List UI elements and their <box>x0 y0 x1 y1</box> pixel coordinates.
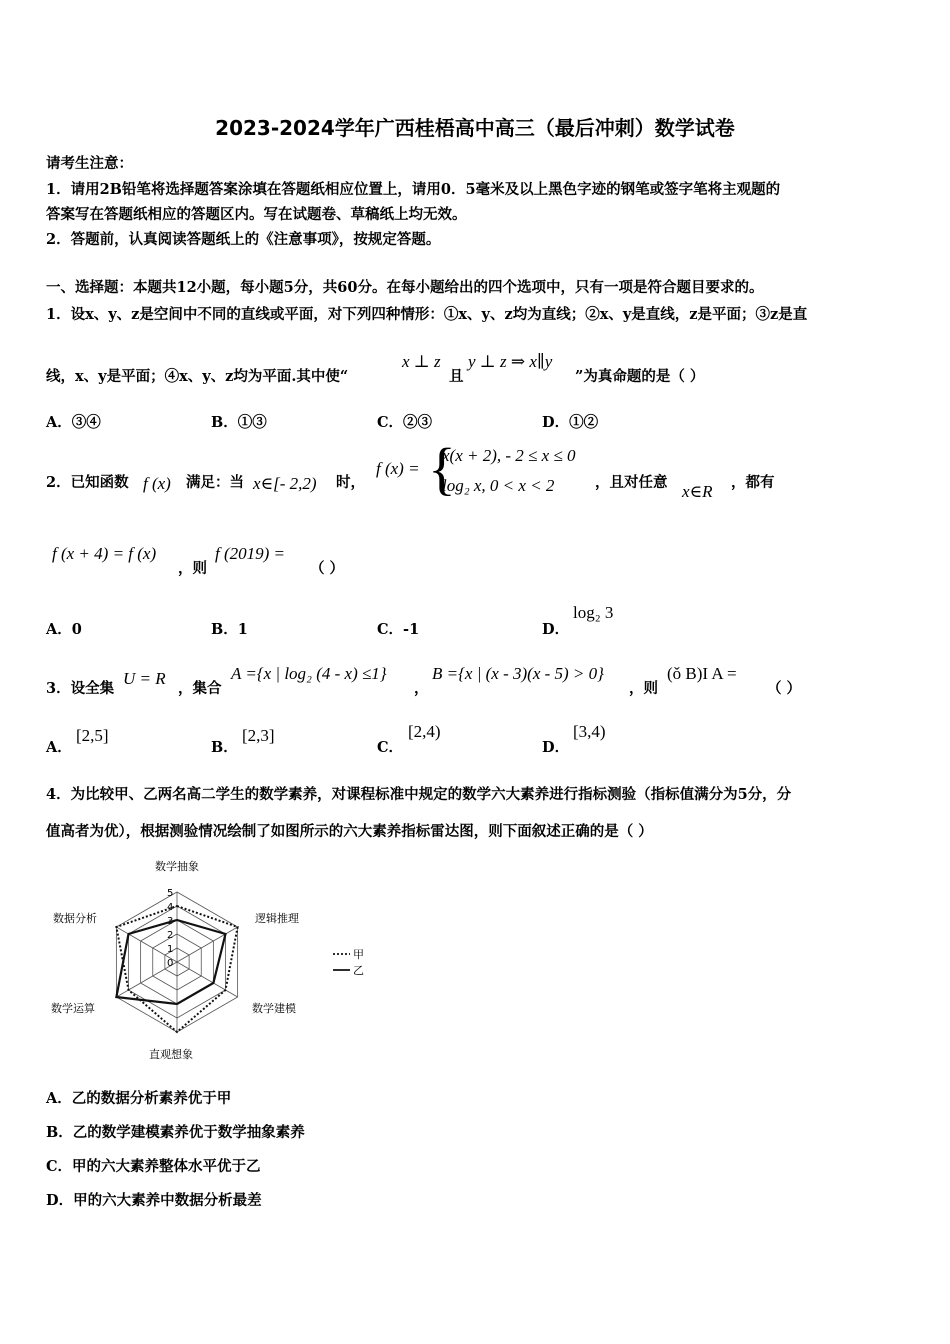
radar-tick-label: 0 <box>167 958 174 969</box>
q2-fx: f (x) <box>143 474 171 493</box>
legend-label: 乙 <box>353 964 364 977</box>
q2-query: f (2019) = <box>215 544 286 563</box>
q3-blank: （ ） <box>767 680 802 697</box>
q2-when: 时， <box>336 474 365 491</box>
q2-satisfy: 满足：当 <box>186 474 244 491</box>
q3-option-b-letter[interactable]: B． <box>211 739 238 756</box>
q2-option-c[interactable]: C．-1 <box>377 621 420 638</box>
q4-option-b[interactable]: B．乙的数学建模素养优于数学抽象素养 <box>46 1124 305 1141</box>
q3-expression: (ǒ B)I A = <box>667 664 737 683</box>
radar-tick-label: 3 <box>167 916 174 927</box>
q3-set: ，集合 <box>178 680 222 697</box>
q2-case-1: x(x + 2), - 2 ≤ x ≤ 0 <box>442 446 576 465</box>
q3-option-a-text[interactable]: [2,5] <box>76 726 109 745</box>
radar-tick-label: 2 <box>167 930 174 941</box>
section-heading: 一、选择题：本题共12小题，每小题5分，共60分。在每小题给出的四个选项中，只有一项是符合题目要求的。 <box>46 279 764 296</box>
q1-and: 且 <box>449 368 464 385</box>
q3-universal: U = R <box>123 669 166 688</box>
radar-axis-label: 直观想象 <box>149 1048 193 1061</box>
q2-x-in-r: x∈R <box>682 482 713 501</box>
radar-axis-label: 数学抽象 <box>155 860 199 873</box>
radar-axis-label: 逻辑推理 <box>255 912 299 925</box>
q2-option-b[interactable]: B．1 <box>211 621 248 638</box>
notice-line-1b: 答案写在答题纸相应的答题区内。写在试题卷、草稿纸上均无效。 <box>46 206 467 223</box>
q3-then: ，则 <box>629 680 658 697</box>
q4-option-a[interactable]: A．乙的数据分析素养优于甲 <box>46 1090 232 1107</box>
legend-label: 甲 <box>353 948 364 961</box>
q2-domain: x∈[- 2,2) <box>253 474 317 493</box>
q2-option-d-text[interactable]: log₂ 3 <box>573 603 614 622</box>
q2-prefix: 2．已知函数 <box>46 474 129 491</box>
q3-comma: ， <box>414 680 429 697</box>
q1-option-d[interactable]: D．①② <box>542 414 599 431</box>
q4-line-2: 值高者为优），根据测验情况绘制了如图所示的六大素养指标雷达图，则下面叙述正确的是（ ） <box>46 823 653 840</box>
radar-chart <box>40 850 380 1070</box>
q3-prefix: 3．设全集 <box>46 680 115 697</box>
page-title: 2023-2024学年广西桂梧高中高三（最后冲刺）数学试卷 <box>215 116 735 140</box>
radar-axis-label: 数据分析 <box>53 912 97 925</box>
radar-tick-label: 1 <box>167 944 174 955</box>
q1-line-1: 1．设x、y、z是空间中不同的直线或平面，对下列四种情形：①x、y、z均为直线；②x、y是直线，z是平面；③z是直 <box>46 306 808 323</box>
q2-option-a[interactable]: A．0 <box>46 621 82 638</box>
radar-axis-label: 数学建模 <box>252 1002 296 1015</box>
q2-fx-eq: f (x) = <box>376 459 420 478</box>
radar-tick-label: 4 <box>167 902 174 913</box>
q2-brace: { <box>428 436 456 501</box>
q2-have: ，都有 <box>731 474 775 491</box>
q2-then: ，则 <box>178 560 207 577</box>
radar-tick-label: 5 <box>167 888 174 899</box>
q2-option-d-letter[interactable]: D． <box>542 621 570 638</box>
radar-axis-label: 数学运算 <box>51 1002 95 1015</box>
q3-option-b-text[interactable]: [2,3] <box>242 726 275 745</box>
notice-line-1a: 1．请用2B铅笔将选择题答案涂填在答题纸相应位置上，请用0．5毫米及以上黑色字迹的钢笔或签字笔将主观题的 <box>46 181 781 198</box>
q4-option-d[interactable]: D．甲的六大素养中数据分析最差 <box>46 1192 262 1209</box>
q1-option-a[interactable]: A．③④ <box>46 414 101 431</box>
q4-line-1: 4．为比较甲、乙两名高二学生的数学素养，对课程标准中规定的数学六大素养进行指标测验（指标值满分为5分，分 <box>46 786 792 803</box>
q1-option-c[interactable]: C．②③ <box>377 414 433 431</box>
q2-case-2: log₂ x, 0 < x < 2 <box>442 476 555 495</box>
radar-spoke <box>177 927 238 962</box>
q3-set-b: B ={x | (x - 3)(x - 5) > 0} <box>432 664 604 683</box>
q3-option-c-letter[interactable]: C． <box>377 739 404 756</box>
notice-heading: 请考生注意： <box>46 155 133 172</box>
notice-line-2: 2．答题前，认真阅读答题纸上的《注意事项》，按规定答题。 <box>46 231 441 248</box>
q3-option-d-letter[interactable]: D． <box>542 739 570 756</box>
q3-option-a-letter[interactable]: A． <box>46 739 72 756</box>
q1-option-b[interactable]: B．①③ <box>211 414 267 431</box>
q4-option-c[interactable]: C．甲的六大素养整体水平优于乙 <box>46 1158 261 1175</box>
q1-line-2b: ”为真命题的是（ ） <box>575 368 705 385</box>
q3-set-a: A ={x | log₂ (4 - x) ≤1} <box>231 664 387 683</box>
q2-periodic: f (x + 4) = f (x) <box>52 544 157 563</box>
q1-math-2: y ⊥ z ⇒ x∥y <box>468 352 553 371</box>
q2-blank: （ ） <box>310 560 345 577</box>
q3-option-d-text[interactable]: [3,4) <box>573 722 606 741</box>
q3-option-c-text[interactable]: [2,4) <box>408 722 441 741</box>
q2-any: ，且对任意 <box>595 474 668 491</box>
q1-math-1: x ⊥ z <box>402 352 441 371</box>
q1-line-2a: 线，x、y是平面；④x、y、z均为平面.其中使“ <box>46 368 349 385</box>
